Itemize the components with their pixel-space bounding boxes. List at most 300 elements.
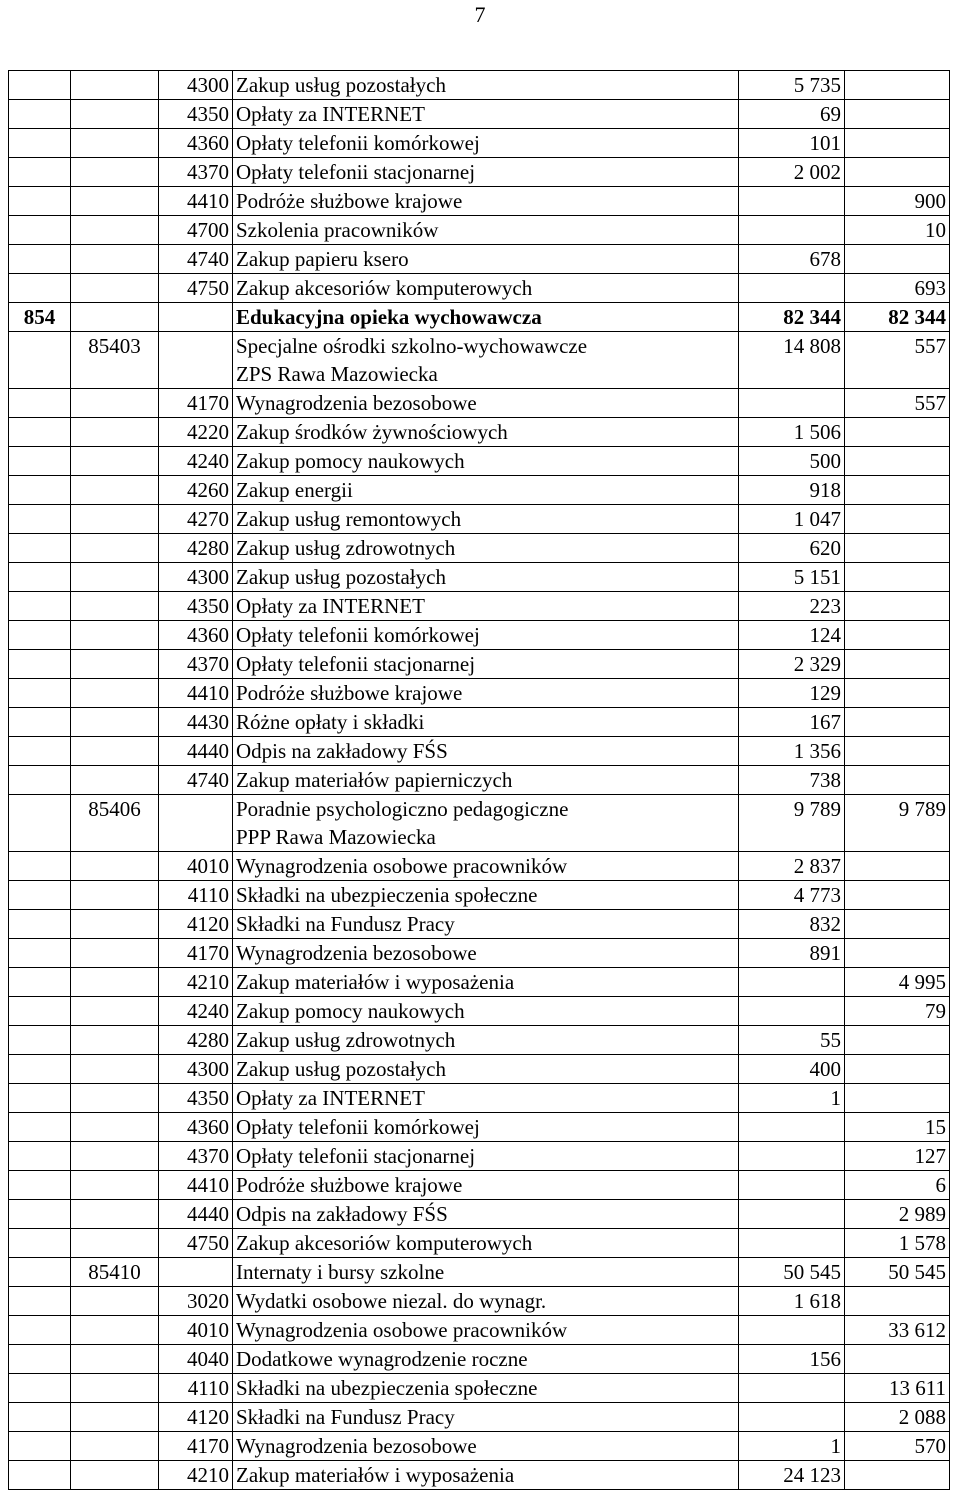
amount-2-cell <box>845 563 950 592</box>
amount-1-cell: 1 <box>739 1432 845 1461</box>
name-cell <box>233 621 739 650</box>
amount-2-cell <box>845 100 950 129</box>
item-name: Odpis na zakładowy FŚS <box>236 1202 448 1226</box>
table-row <box>9 881 950 910</box>
rozdzial-cell <box>71 881 159 910</box>
name-cell <box>233 1171 739 1200</box>
rozdzial-cell <box>71 621 159 650</box>
rozdzial-cell <box>71 1229 159 1258</box>
amount-2-cell: 2 088 <box>845 1403 950 1432</box>
name-cell <box>233 1026 739 1055</box>
rozdzial-cell <box>71 418 159 447</box>
amount-1-cell: 678 <box>739 245 845 274</box>
name-cell <box>233 245 739 274</box>
dzial-cell <box>9 1026 71 1055</box>
rozdzial-cell <box>71 389 159 418</box>
amount-1-cell: 620 <box>739 534 845 563</box>
rozdzial-cell <box>71 852 159 881</box>
item-name: Specjalne ośrodki szkolno-wychowawcze <box>236 334 588 358</box>
item-name: Podróże służbowe krajowe <box>236 1173 463 1197</box>
name-cell <box>233 563 739 592</box>
amount-2-cell <box>845 737 950 766</box>
item-name: Zakup papieru ksero <box>236 247 409 271</box>
paragraf-cell <box>159 332 233 389</box>
page-number: 7 <box>474 2 486 27</box>
amount-2-cell <box>845 1287 950 1316</box>
paragraf-cell <box>159 303 233 332</box>
table-row <box>9 737 950 766</box>
amount-2-cell: 15 <box>845 1113 950 1142</box>
dzial-cell <box>9 1287 71 1316</box>
item-name: Zakup akcesoriów komputerowych <box>236 276 533 300</box>
paragraf-cell: 4700 <box>159 216 233 245</box>
amount-1-cell: 2 837 <box>739 852 845 881</box>
item-name: Odpis na zakładowy FŚS <box>236 739 448 763</box>
paragraf-cell: 4370 <box>159 650 233 679</box>
item-name: Opłaty telefonii komórkowej <box>236 1115 480 1139</box>
amount-2-cell <box>845 1084 950 1113</box>
amount-2-cell <box>845 1461 950 1490</box>
table-row <box>9 1142 950 1171</box>
paragraf-cell: 4010 <box>159 1316 233 1345</box>
dzial-cell <box>9 505 71 534</box>
rozdzial-cell <box>71 1113 159 1142</box>
amount-2-cell <box>845 447 950 476</box>
rozdzial-cell: 85406 <box>71 795 159 852</box>
dzial-cell <box>9 939 71 968</box>
name-cell <box>233 71 739 100</box>
name-cell <box>233 303 739 332</box>
item-name: Opłaty telefonii komórkowej <box>236 623 480 647</box>
amount-1-cell: 24 123 <box>739 1461 845 1490</box>
dzial-cell: 854 <box>9 303 71 332</box>
item-name: Edukacyjna opieka wychowawcza <box>236 305 542 329</box>
paragraf-cell: 4040 <box>159 1345 233 1374</box>
dzial-cell <box>9 1113 71 1142</box>
table-row <box>9 534 950 563</box>
paragraf-cell: 4210 <box>159 1461 233 1490</box>
rozdzial-cell <box>71 129 159 158</box>
dzial-cell <box>9 795 71 852</box>
amount-1-cell: 167 <box>739 708 845 737</box>
name-cell <box>233 1316 739 1345</box>
name-cell <box>233 1287 739 1316</box>
table-row <box>9 1432 950 1461</box>
amount-2-cell: 1 578 <box>845 1229 950 1258</box>
table-row <box>9 1258 950 1287</box>
rozdzial-cell <box>71 100 159 129</box>
rozdzial-cell <box>71 708 159 737</box>
amount-2-cell: 557 <box>845 332 950 389</box>
amount-1-cell: 918 <box>739 476 845 505</box>
table-row <box>9 939 950 968</box>
amount-2-cell <box>845 679 950 708</box>
paragraf-cell: 4170 <box>159 1432 233 1461</box>
dzial-cell <box>9 187 71 216</box>
dzial-cell <box>9 1055 71 1084</box>
name-cell <box>233 1432 739 1461</box>
paragraf-cell: 4370 <box>159 1142 233 1171</box>
table-row <box>9 1229 950 1258</box>
paragraf-cell: 4750 <box>159 1229 233 1258</box>
table-row <box>9 245 950 274</box>
table-row <box>9 766 950 795</box>
item-name: Opłaty telefonii stacjonarnej <box>236 652 476 676</box>
amount-1-cell: 891 <box>739 939 845 968</box>
table-row <box>9 389 950 418</box>
amount-1-cell: 1 047 <box>739 505 845 534</box>
table-row <box>9 1287 950 1316</box>
amount-1-cell: 738 <box>739 766 845 795</box>
rozdzial-cell <box>71 679 159 708</box>
amount-1-cell: 223 <box>739 592 845 621</box>
name-cell <box>233 216 739 245</box>
name-cell <box>233 910 739 939</box>
paragraf-cell: 4110 <box>159 1374 233 1403</box>
item-name: Poradnie psychologiczno pedagogiczne <box>236 797 569 821</box>
table-row <box>9 795 950 852</box>
dzial-cell <box>9 1200 71 1229</box>
dzial-cell <box>9 1142 71 1171</box>
rozdzial-cell <box>71 1461 159 1490</box>
item-name: Internaty i bursy szkolne <box>236 1260 445 1284</box>
item-name: Wynagrodzenia bezosobowe <box>236 391 477 415</box>
item-name: Dodatkowe wynagrodzenie roczne <box>236 1347 528 1371</box>
name-cell <box>233 1084 739 1113</box>
amount-1-cell: 55 <box>739 1026 845 1055</box>
dzial-cell <box>9 592 71 621</box>
dzial-cell <box>9 1374 71 1403</box>
table-row <box>9 1374 950 1403</box>
table-row <box>9 563 950 592</box>
table-row <box>9 158 950 187</box>
rozdzial-cell <box>71 1403 159 1432</box>
dzial-cell <box>9 534 71 563</box>
table-row <box>9 852 950 881</box>
rozdzial-cell <box>71 187 159 216</box>
amount-1-cell <box>739 1403 845 1432</box>
name-cell <box>233 1374 739 1403</box>
table-row <box>9 332 950 389</box>
amount-1-cell: 500 <box>739 447 845 476</box>
table-row <box>9 910 950 939</box>
paragraf-cell: 4360 <box>159 621 233 650</box>
amount-1-cell: 9 789 <box>739 795 845 852</box>
name-cell <box>233 968 739 997</box>
item-name: Zakup materiałów papierniczych <box>236 768 513 792</box>
amount-2-cell <box>845 71 950 100</box>
paragraf-cell: 4300 <box>159 1055 233 1084</box>
dzial-cell <box>9 708 71 737</box>
rozdzial-cell <box>71 1200 159 1229</box>
amount-1-cell: 82 344 <box>739 303 845 332</box>
paragraf-cell: 4240 <box>159 447 233 476</box>
table-row <box>9 1113 950 1142</box>
amount-1-cell: 2 329 <box>739 650 845 679</box>
rozdzial-cell <box>71 476 159 505</box>
amount-2-cell <box>845 1345 950 1374</box>
dzial-cell <box>9 418 71 447</box>
rozdzial-cell <box>71 563 159 592</box>
paragraf-cell: 4240 <box>159 997 233 1026</box>
rozdzial-cell <box>71 158 159 187</box>
rozdzial-cell <box>71 1345 159 1374</box>
item-name: Szkolenia pracowników <box>236 218 439 242</box>
paragraf-cell: 4210 <box>159 968 233 997</box>
name-cell <box>233 881 739 910</box>
dzial-cell <box>9 1461 71 1490</box>
amount-1-cell: 4 773 <box>739 881 845 910</box>
name-cell <box>233 534 739 563</box>
amount-2-cell <box>845 939 950 968</box>
rozdzial-cell <box>71 534 159 563</box>
rozdzial-cell <box>71 71 159 100</box>
name-cell <box>233 650 739 679</box>
paragraf-cell: 4410 <box>159 187 233 216</box>
rozdzial-cell: 85410 <box>71 1258 159 1287</box>
item-name: Różne opłaty i składki <box>236 710 425 734</box>
rozdzial-cell <box>71 1084 159 1113</box>
amount-1-cell: 156 <box>739 1345 845 1374</box>
dzial-cell <box>9 158 71 187</box>
name-cell <box>233 274 739 303</box>
amount-1-cell: 129 <box>739 679 845 708</box>
amount-2-cell: 4 995 <box>845 968 950 997</box>
paragraf-cell: 4300 <box>159 563 233 592</box>
paragraf-cell: 4740 <box>159 245 233 274</box>
table-row <box>9 1171 950 1200</box>
paragraf-cell: 4270 <box>159 505 233 534</box>
name-cell <box>233 1200 739 1229</box>
table-row <box>9 447 950 476</box>
table-row <box>9 71 950 100</box>
amount-2-cell <box>845 881 950 910</box>
amount-2-cell <box>845 592 950 621</box>
paragraf-cell: 3020 <box>159 1287 233 1316</box>
amount-2-cell: 13 611 <box>845 1374 950 1403</box>
budget-table <box>8 70 950 1490</box>
rozdzial-cell <box>71 910 159 939</box>
item-name: Zakup środków żywnościowych <box>236 420 508 444</box>
amount-2-cell: 79 <box>845 997 950 1026</box>
table-row <box>9 274 950 303</box>
paragraf-cell: 4370 <box>159 158 233 187</box>
item-name: Wynagrodzenia bezosobowe <box>236 941 477 965</box>
name-cell <box>233 389 739 418</box>
dzial-cell <box>9 476 71 505</box>
amount-2-cell: 693 <box>845 274 950 303</box>
amount-2-cell <box>845 129 950 158</box>
dzial-cell <box>9 737 71 766</box>
rozdzial-cell <box>71 1432 159 1461</box>
rozdzial-cell <box>71 737 159 766</box>
paragraf-cell: 4410 <box>159 679 233 708</box>
amount-2-cell: 900 <box>845 187 950 216</box>
amount-1-cell: 400 <box>739 1055 845 1084</box>
table-row <box>9 216 950 245</box>
rozdzial-cell <box>71 1026 159 1055</box>
amount-1-cell <box>739 1142 845 1171</box>
amount-1-cell <box>739 274 845 303</box>
dzial-cell <box>9 1171 71 1200</box>
paragraf-cell: 4360 <box>159 129 233 158</box>
amount-1-cell: 1 356 <box>739 737 845 766</box>
name-cell <box>233 1142 739 1171</box>
item-name: Wynagrodzenia osobowe pracowników <box>236 1318 568 1342</box>
rozdzial-cell <box>71 274 159 303</box>
amount-2-cell <box>845 621 950 650</box>
rozdzial-cell <box>71 592 159 621</box>
amount-2-cell: 557 <box>845 389 950 418</box>
rozdzial-cell <box>71 650 159 679</box>
item-name: Podróże służbowe krajowe <box>236 681 463 705</box>
name-cell <box>233 997 739 1026</box>
paragraf-cell: 4350 <box>159 1084 233 1113</box>
amount-2-cell <box>845 505 950 534</box>
amount-2-cell <box>845 910 950 939</box>
name-cell <box>233 939 739 968</box>
item-name: Zakup pomocy naukowych <box>236 449 465 473</box>
rozdzial-cell <box>71 1055 159 1084</box>
amount-2-cell <box>845 852 950 881</box>
paragraf-cell: 4220 <box>159 418 233 447</box>
name-cell <box>233 187 739 216</box>
amount-1-cell: 69 <box>739 100 845 129</box>
amount-2-cell <box>845 476 950 505</box>
name-cell <box>233 332 739 389</box>
table-row <box>9 592 950 621</box>
paragraf-cell: 4120 <box>159 910 233 939</box>
item-name: Wydatki osobowe niezal. do wynagr. <box>236 1289 547 1313</box>
name-cell <box>233 592 739 621</box>
name-cell <box>233 129 739 158</box>
table-row <box>9 1026 950 1055</box>
rozdzial-cell <box>71 968 159 997</box>
amount-2-cell: 570 <box>845 1432 950 1461</box>
item-name: Opłaty za INTERNET <box>236 1086 425 1110</box>
dzial-cell <box>9 447 71 476</box>
table-row <box>9 1461 950 1490</box>
item-name: Zakup usług pozostałych <box>236 1057 446 1081</box>
amount-1-cell: 2 002 <box>739 158 845 187</box>
name-cell <box>233 766 739 795</box>
dzial-cell <box>9 766 71 795</box>
amount-1-cell <box>739 1374 845 1403</box>
name-cell <box>233 1258 739 1287</box>
dzial-cell <box>9 1403 71 1432</box>
amount-2-cell <box>845 708 950 737</box>
item-name: Zakup usług pozostałych <box>236 73 446 97</box>
table-row <box>9 968 950 997</box>
amount-1-cell <box>739 968 845 997</box>
amount-1-cell <box>739 1200 845 1229</box>
rozdzial-cell <box>71 447 159 476</box>
dzial-cell <box>9 852 71 881</box>
amount-1-cell: 14 808 <box>739 332 845 389</box>
dzial-cell <box>9 650 71 679</box>
amount-2-cell <box>845 650 950 679</box>
amount-2-cell: 50 545 <box>845 1258 950 1287</box>
item-name: Składki na ubezpieczenia społeczne <box>236 883 538 907</box>
amount-2-cell: 6 <box>845 1171 950 1200</box>
dzial-cell <box>9 1345 71 1374</box>
name-cell <box>233 1461 739 1490</box>
amount-1-cell <box>739 389 845 418</box>
amount-2-cell: 127 <box>845 1142 950 1171</box>
paragraf-cell: 4260 <box>159 476 233 505</box>
name-cell <box>233 1113 739 1142</box>
amount-1-cell: 5 735 <box>739 71 845 100</box>
paragraf-cell: 4280 <box>159 1026 233 1055</box>
item-unit-name: PPP Rawa Mazowiecka <box>236 825 436 849</box>
name-cell <box>233 737 739 766</box>
dzial-cell <box>9 71 71 100</box>
paragraf-cell: 4280 <box>159 534 233 563</box>
paragraf-cell <box>159 1258 233 1287</box>
paragraf-cell: 4440 <box>159 737 233 766</box>
name-cell <box>233 100 739 129</box>
table-row <box>9 621 950 650</box>
table-row <box>9 650 950 679</box>
item-name: Zakup pomocy naukowych <box>236 999 465 1023</box>
item-name: Składki na Fundusz Pracy <box>236 1405 455 1429</box>
item-name: Opłaty telefonii stacjonarnej <box>236 160 476 184</box>
amount-1-cell: 101 <box>739 129 845 158</box>
paragraf-cell: 4110 <box>159 881 233 910</box>
amount-1-cell: 1 <box>739 1084 845 1113</box>
table-row <box>9 129 950 158</box>
paragraf-cell: 4120 <box>159 1403 233 1432</box>
dzial-cell <box>9 129 71 158</box>
table-row <box>9 505 950 534</box>
paragraf-cell <box>159 795 233 852</box>
dzial-cell <box>9 1084 71 1113</box>
paragraf-cell: 4360 <box>159 1113 233 1142</box>
name-cell <box>233 1055 739 1084</box>
table-row <box>9 997 950 1026</box>
amount-1-cell <box>739 1229 845 1258</box>
table-row <box>9 100 950 129</box>
table-row <box>9 418 950 447</box>
amount-1-cell <box>739 187 845 216</box>
table-row <box>9 1403 950 1432</box>
amount-1-cell: 124 <box>739 621 845 650</box>
dzial-cell <box>9 679 71 708</box>
amount-2-cell <box>845 158 950 187</box>
rozdzial-cell <box>71 505 159 534</box>
amount-2-cell <box>845 418 950 447</box>
item-name: Zakup usług zdrowotnych <box>236 1028 456 1052</box>
item-name: Zakup usług remontowych <box>236 507 462 531</box>
rozdzial-cell <box>71 939 159 968</box>
rozdzial-cell <box>71 1171 159 1200</box>
item-name: Opłaty telefonii komórkowej <box>236 131 480 155</box>
dzial-cell <box>9 274 71 303</box>
amount-1-cell: 50 545 <box>739 1258 845 1287</box>
paragraf-cell: 4350 <box>159 100 233 129</box>
table-row <box>9 303 950 332</box>
dzial-cell <box>9 1432 71 1461</box>
paragraf-cell: 4010 <box>159 852 233 881</box>
amount-2-cell <box>845 245 950 274</box>
amount-1-cell <box>739 1171 845 1200</box>
item-name: Wynagrodzenia bezosobowe <box>236 1434 477 1458</box>
rozdzial-cell <box>71 1287 159 1316</box>
item-name: Opłaty telefonii stacjonarnej <box>236 1144 476 1168</box>
name-cell <box>233 476 739 505</box>
amount-1-cell: 1 618 <box>739 1287 845 1316</box>
name-cell <box>233 447 739 476</box>
